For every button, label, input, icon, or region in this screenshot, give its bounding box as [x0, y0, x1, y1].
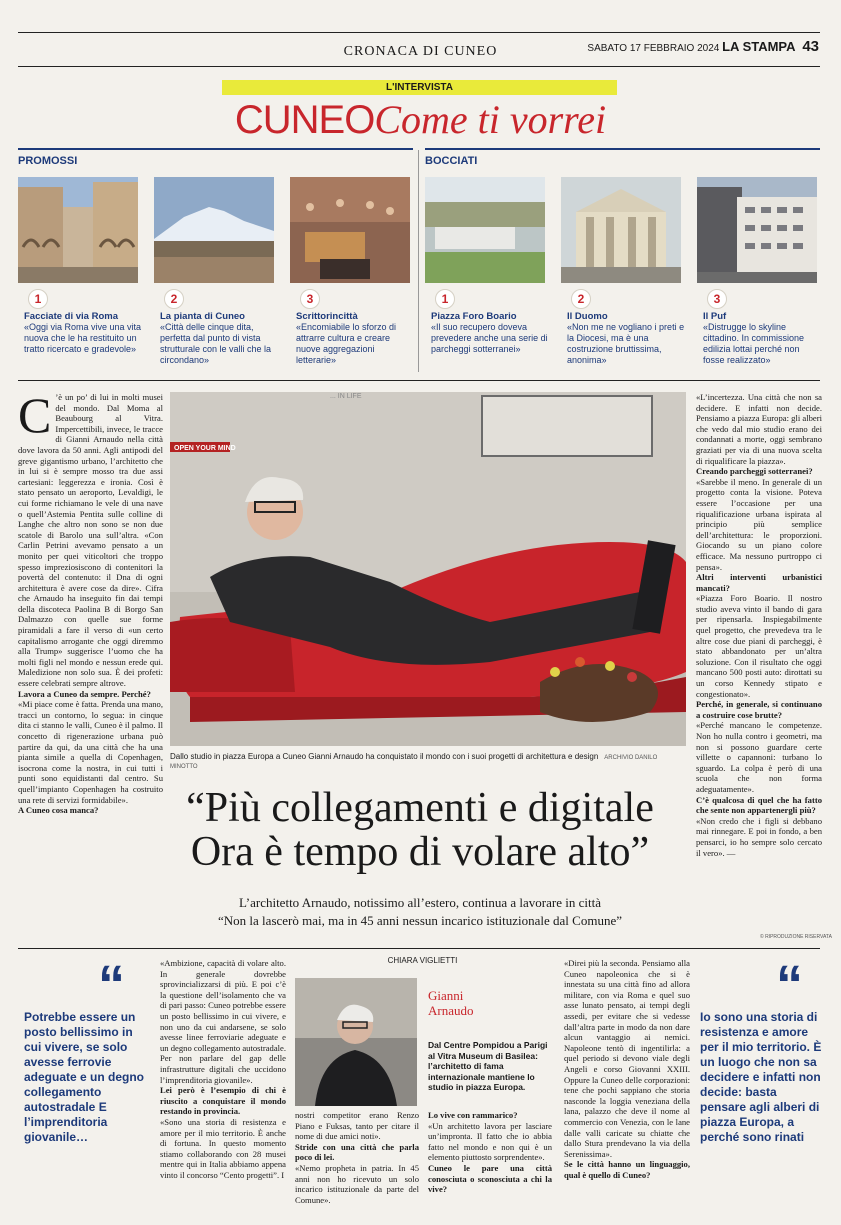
- box-name-last: Arnaudo: [428, 1003, 474, 1018]
- bottom2-para-1: nostri competitor erano Renzo Piano e Fuksas, tanto per citare il nome di due amici noti».: [295, 1110, 419, 1142]
- thumb-foro-boario: [425, 177, 545, 283]
- photo-wall-text: ... IN LIFE: [330, 393, 362, 400]
- arnaudo-portrait: [295, 978, 417, 1106]
- left-question-1: Lavora a Cuneo da sempre. Perché?: [18, 688, 151, 699]
- page-number: 43: [802, 38, 819, 55]
- promossi-label: PROMOSSI: [18, 155, 78, 167]
- box-name: [428, 988, 474, 1018]
- right-question-2: Altri interventi urbanistici mancati?: [696, 572, 822, 593]
- section-title: CRONACA DI CUNEO: [343, 44, 498, 59]
- headline: [150, 786, 690, 874]
- bottom4-para-1: «Direi più la seconda. Pensiamo alla Cuneo napoleonica che si è innestata su una città fino ad allora militare, con via Roma e quel suo asse lunato pensato, ai tempi degli assedi, per evitare che si vedesse dall’altra parte in modo da non dare alcun vantaggio ai nemici. Napoleone tentò di ingentilirla: a quel periodo si devono viale degli Angeli e corso Giovanni XXIII. Oppure la Cuneo delle corporazioni: tene che pochi sappiano che storia nasconde la loggia veneziana della lana, palazzo che deve il nome al commercio con Venezia, con le lane dalle valli caricate su chiatte che dallo Stura prendevano la via della Serenissima».: [564, 958, 690, 1159]
- right-question-3: Perché, in generale, si continuano a costruire cose brutte?: [696, 699, 822, 720]
- article-right-column: [696, 392, 822, 932]
- box-description: Dal Centre Pompidou a Parigi al Vitra Museum di Basilea: l’architetto di fama internazionale mantiene lo studio in piazza Europa.: [428, 1040, 548, 1092]
- bottom3-question-1: Lo vive con rammarico?: [428, 1110, 518, 1120]
- right-question-4: C’è qualcosa di quel che ha fatto che sente non appartenergli più?: [696, 794, 822, 816]
- bocciati-rule: [425, 148, 820, 150]
- byline: CHIARA VIGLIETTI: [387, 956, 458, 965]
- main-title: [0, 96, 841, 144]
- bocciati-quote-2: «Non me ne vogliano i preti e la Diocesi, ma è una costruzione bruttissima, anonima»: [567, 322, 685, 365]
- promossi-num-2: 2: [164, 289, 184, 309]
- bocciati-title-3: Il Puf: [703, 311, 727, 322]
- promossi-title-2: La pianta di Cuneo: [160, 311, 245, 322]
- promossi-rule: [18, 148, 413, 150]
- right-para-5: «Non credo che i figli si debbano mai rinnegare. E poi in fondo, a ben pensarci, io ho sempre solo cercato il vero». —: [696, 815, 822, 858]
- bottom2-question-1: Stride con una città che parla poco di lei.: [295, 1141, 419, 1163]
- right-para-3: «Piazza Foro Boario. Il nostro studio aveva vinto il bando di gara per ripensarla. Inspiegabilmente quel progetto, che prevedeva tra le altre cose due piani di parcheggi, è stato abbandonato per un’altra soluzione. Con il risultato che oggi mancano 500 posti auto: dirottati su un corso Kennedy stipato e congestionato».: [696, 593, 822, 699]
- left-para-2: «Mi piace come è fatta. Prenda una mano, tracci un contorno, lo segua: in cinque dita ci stanno le valli, Cuneo è il palmo. Il concetto di rigenerazione urbana può partire da qui, da una città che ha una pianta simile a quella di Copenhagen, isocrona come la nostra, in cui tutti i punti sono equidistanti dal centro. Su quell’impianto Copenhagen ha costruito una rete di servizi formidabile».: [18, 699, 163, 805]
- right-para-2: «Sarebbe il meno. In generale di un progetto conta la visione. Poteva essere l’occasione per una riqualificazione urbana ispirata al principio più semplice dell’architettura: le proporzioni. Giocando su un piano colore efficace. Ma nessuno purtroppo ci pensa».: [696, 476, 822, 572]
- bottom-column-3: [428, 1110, 552, 1216]
- bottom4-question-1: Se le città hanno un linguaggio, qual è quello di Cuneo?: [564, 1159, 690, 1180]
- article-left-column: [18, 392, 163, 940]
- bottom2-para-2: «Nemo propheta in patria. In 45 anni non ho ricevuto un solo incarico istituzionale da parte del Comune».: [295, 1162, 419, 1205]
- paper-name: LA STAMPA: [722, 39, 796, 54]
- bocciati-label: BOCCIATI: [425, 155, 478, 167]
- kicker: L'INTERVISTA: [222, 80, 617, 95]
- bocciati-num-3: 3: [707, 289, 727, 309]
- promossi-title-3: Scrittorincittà: [296, 311, 358, 322]
- drop-cap: C: [18, 392, 52, 443]
- article-top-rule: [18, 380, 820, 381]
- main-title-cuneo: CUNEO: [234, 98, 375, 142]
- thumb-il-puf: [697, 177, 817, 283]
- left-question-2: A Cuneo cosa manca?: [18, 805, 99, 816]
- bocciati-quote-3: «Distrugge lo skyline cittadino. In commissione edilizia lottai perché non fosse realizzato»: [703, 322, 805, 365]
- headline-line-2: Ora è tempo di volare alto”: [190, 829, 650, 875]
- main-photo: [170, 392, 686, 746]
- thumb-pianta-cuneo: [154, 177, 274, 283]
- thumb-via-roma: [18, 177, 138, 283]
- subhead-line-1: L’architetto Arnaudo, notissimo all’estero, continua a lavorare in città: [239, 895, 601, 910]
- promossi-quote-1: «Oggi via Roma vive una vita nuova che le ha restituito un tratto ricercato e gradevole»: [24, 322, 142, 354]
- bottom1-question-1: Lei però è l’esempio di chi è riuscito a conquistare il mondo restando in provincia.: [160, 1085, 286, 1117]
- promossi-num-1: 1: [28, 289, 48, 309]
- bocciati-num-2: 2: [571, 289, 591, 309]
- box-name-first: Gianni: [428, 988, 464, 1003]
- promossi-title-1: Facciate di via Roma: [24, 311, 118, 322]
- bottom1-para-2: «Sono una storia di resistenza e amore per il mio territorio. È anche di fortuna. In questo momento stiamo collaborando con 28 musei mentre qui in Italia abbiamo appena vinto il concorso “Cento progetti”. I: [160, 1116, 286, 1180]
- bottom1-para-1: «Ambizione, capacità di volare alto. In generale dovrebbe sprovincializzarsi di più. E poi c’è la questione dell’isolamento che va di pari passo: Cuneo potrebbe essere un posto bellissimo in cui vivere, e non uno da cui andarsene, se solo avesse linee ferroviarie adeguate e un degno collegamento autostradale. Per non parlare del gap delle infrastrutture digitali che uccidono l’imprenditoria giovanile».: [160, 958, 286, 1085]
- subheadline: [150, 894, 690, 930]
- photo-credit: ARCHIVIO DANILO MINOTTO: [170, 755, 658, 770]
- pullquote-left: Potrebbe essere un posto bellissimo in cui vivere, se solo avesse ferrovie adeguate e un degno collegamento autostradale E l’imprenditoria giovanile…: [24, 1010, 145, 1144]
- header-rule: [18, 66, 820, 67]
- promossi-quote-3: «Encomiabile lo sforzo di attrarre cultura e creare nuove aggregazioni letterarie»: [296, 322, 397, 365]
- pullquote-left-mark: “: [98, 955, 125, 1015]
- promossi-bocciati-divider: [418, 150, 419, 372]
- thumb-scrittorincitta: [290, 177, 410, 283]
- bocciati-quote-1: «Il suo recupero doveva prevedere anche una serie di parcheggi sotterranei»: [431, 322, 548, 354]
- photo-caption-text: Dallo studio in piazza Europa a Cuneo Gianni Arnaudo ha conquistato il mondo con i suoi progetti di architettura e design: [170, 752, 599, 761]
- bottom-column-4: [564, 958, 690, 1216]
- bottom3-question-2: Cuneo le pare una città conosciuta o sconosciuta a chi la vive?: [428, 1162, 552, 1195]
- bocciati-title-1: Piazza Foro Boario: [431, 311, 517, 322]
- right-question-1: Creando parcheggi sotterranei?: [696, 466, 813, 477]
- bottom-column-1: [160, 958, 286, 1216]
- photo-caption: [170, 752, 686, 770]
- bocciati-num-1: 1: [435, 289, 455, 309]
- right-para-4: «Perché mancano le competenze. Non ho nulla contro i geometri, ma non si possono guardare certe villette o capannoni: turbano lo sguardo. La colpa è però di una scuola che non forma adeguatamente».: [696, 720, 822, 794]
- right-para-1: «L’incertezza. Una città che non sa decidere. E infatti non decide. Pensiamo a piazza Europa: gli alberi che vedo dal mio studio erano dei condannati a morte, oggi sembrano graziati per via di una nuova scelta di riqualificare la piazza».: [696, 392, 822, 466]
- promossi-quote-2: «Città delle cinque dita, perfetta dal punto di vista strutturale con le valli che la circondano»: [160, 322, 272, 365]
- pullquote-right-mark: “: [776, 955, 803, 1015]
- thumb-duomo: [561, 177, 681, 283]
- date-paper-page: [587, 38, 819, 55]
- promossi-num-3: 3: [300, 289, 320, 309]
- bottom-column-2: [295, 1110, 419, 1216]
- top-rule: [18, 32, 820, 33]
- photo-sign-text: OPEN YOUR MIND: [174, 445, 236, 452]
- copyright: © RIPRODUZIONE RISERVATA: [760, 934, 832, 940]
- issue-date: SABATO 17 FEBBRAIO 2024: [587, 43, 720, 54]
- bottom3-para-1: «Un architetto lavora per lasciare un’impronta. Il fatto che io abbia fatto nel mondo e non qui è un elemento piuttosto sorprendente».: [428, 1120, 552, 1163]
- main-title-come-ti-vorrei: Come ti vorrei: [374, 97, 607, 142]
- headline-line-1: “Più collegamenti e digitale: [186, 785, 654, 831]
- left-para-1: ’è un po’ di lui in molti musei del mondo. Dal Moma al Beaubourg al Vitra. Impercettibili, invece, le tracce di Gianni Arnaudo nella città dove lavora da 50 anni. Agli antipodi del greve gigantismo urbano, l’architetto che in lui si è sempre mosso tra due assi cartesiani: leggerezza e ironia. Così è stato pensato un aeroporto, Levaldigi, le cui forme richiamano le vele di una nave o quell’Astemia Pentita sulle colline di Langhe che altro non sono se non due scatole di Barolo una sull’altra. «Con Carlin Petrini avevamo pensato a un monito per quei viticoltori che troppo spesso impreziosiscono di contenitori la povertà del contenuto: il Dna di ogni architettura è avere cose da dire». Cifra che Arnaudo ha inseguito fin dai tempi della discoteca Paolina B di Borgo San Dalmazzo con quelle sue forme piramidali a fare il verso di «un certo capitalismo arrogante che oggi diremmo alla Trump» suggerisce l’uomo che ha molti figli nel mondo e nessun erede qui. Maledizione non solo sua. È dei profeti: essere celebrati sempre altrove.: [18, 392, 163, 689]
- bocciati-title-2: Il Duomo: [567, 311, 608, 322]
- bottom-section-rule: [18, 948, 820, 949]
- subhead-line-2: “Non la lascerò mai, ma in 45 anni nessun incarico istituzionale dal Comune”: [218, 913, 622, 928]
- pullquote-right: Io sono una storia di resistenza e amore per il mio territorio. È un luogo che non sa decidere e infatti non decide: basta pensare agli alberi di piazza Europa, a perché sono rinati: [700, 1010, 822, 1144]
